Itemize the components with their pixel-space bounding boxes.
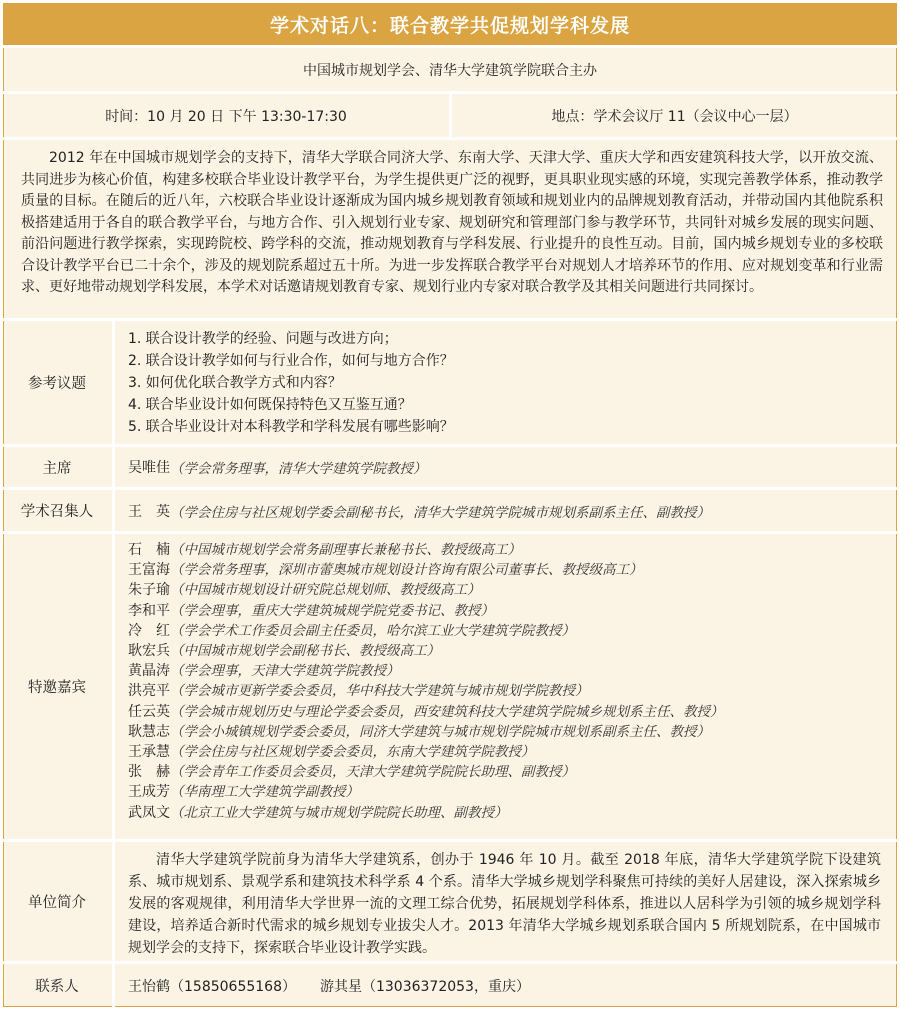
guest-item xyxy=(128,580,893,600)
guest-name: 王富海 xyxy=(128,562,170,579)
guest-item xyxy=(128,803,893,823)
divider xyxy=(3,318,897,321)
chair-name: 吴唯佳 xyxy=(128,460,170,476)
guests-label: 特邀嘉宾 xyxy=(28,680,86,696)
guest-note: （学会城市规划历史与理论学委会委员，西安建筑科技大学建筑学院城乡规划系主任、教授） xyxy=(170,703,724,720)
topic-item: 3. 如何优化联合教学方式和内容？ xyxy=(128,375,342,391)
contact-item: 王怡鹤（15850655168） xyxy=(128,978,296,995)
chair-label: 主席 xyxy=(42,460,72,477)
convener-label: 学术召集人 xyxy=(20,504,94,520)
guest-item xyxy=(128,681,893,701)
contact-label: 联系人 xyxy=(35,979,79,995)
guest-note: （学会常务理事，深圳市蕾奥城市规划设计咨询有限公司董事长、教授级高工） xyxy=(170,562,643,579)
guest-item xyxy=(128,762,893,782)
guest-item xyxy=(128,782,893,802)
unit-paragraph: 清华大学建筑学院前身为清华大学建筑系，创办于 1946 年 10 月。截至 2018 年底，清华大学建筑学院下设建筑系、城市规划系、景观学系和建筑技术科学系 4 个系。清华大学城乡规划学科聚焦可持续的美好人居建设，深入探索城乡发展的客观规律，利用清华大学世界一流的文理工综合优势，拓展规划学科体系，推进以人居科学为引领的城乡规划学科建设，培养适合新时代需求的城乡规划专业拔尖人才。2013 年清华大学城乡规划系联合国内 5 所规划院系，在中国城市规划学会的支持下，探索联合毕业设计教学实践。 xyxy=(128,852,881,956)
guest-item xyxy=(128,702,893,722)
convener-note: （学会住房与社区规划学委会副秘书长，清华大学建筑学院城市规划系副系主任、副教授） xyxy=(170,504,710,521)
convener-name: 王 英 xyxy=(128,503,170,520)
chair-entry xyxy=(115,447,893,487)
guest-note: （学会城市更新学委会委员，华中科技大学建筑与城市规划学院教授） xyxy=(170,683,589,700)
guest-item xyxy=(128,742,893,762)
guest-note: （学会小城镇规划学委会委员，同济大学建筑与城市规划学院城市规划系副系主任、教授） xyxy=(170,723,710,740)
guest-note: （中国城市规划学会常务副理事长兼秘书长、教授级高工） xyxy=(170,542,521,558)
guest-note: （北京工业大学建筑与城市规划学院院长助理、副教授） xyxy=(170,804,508,821)
guest-note: （中国城市规划设计研究院总规划师、教授级高工） xyxy=(170,582,481,599)
guest-item xyxy=(128,661,893,681)
topics-label: 参考议题 xyxy=(28,376,86,392)
guest-name: 耿宏兵 xyxy=(128,643,170,660)
divider xyxy=(3,839,897,842)
topic-item: 4. 联合毕业设计如何既保持特色又互鉴互通？ xyxy=(128,397,412,413)
divider xyxy=(3,531,897,534)
guest-name: 石 楠 xyxy=(128,542,170,558)
contact-list xyxy=(115,964,893,1007)
guests-list xyxy=(115,540,893,823)
guest-name: 耿慧志 xyxy=(128,723,170,740)
guest-item xyxy=(128,560,893,580)
event-time: 时间：10 月 20 日 下午 13:30-17:30 xyxy=(105,108,347,125)
guest-name: 张 赫 xyxy=(128,764,170,781)
topic-item: 1. 联合设计教学的经验、问题与改进方向； xyxy=(128,331,398,347)
guest-item xyxy=(128,621,893,641)
guest-name: 王承慧 xyxy=(128,744,170,761)
guest-note: （中国城市规划学会副秘书长、教授级高工） xyxy=(170,643,440,660)
guest-note: （学会理事，重庆大学建筑城规学院党委书记、教授） xyxy=(170,602,494,619)
guest-note: （学会住房与社区规划学委会委员，东南大学建筑学院教授） xyxy=(170,744,535,761)
guest-name: 冷 红 xyxy=(128,622,170,639)
chair-note: （学会常务理事，清华大学建筑学院教授） xyxy=(170,461,427,477)
guest-item xyxy=(128,722,893,742)
guest-name: 朱子瑜 xyxy=(128,582,170,599)
topics-list xyxy=(115,328,893,438)
convener-entry xyxy=(115,490,893,531)
guest-note: （学会青年工作委员会委员，天津大学建筑学院院长助理、副教授） xyxy=(170,764,575,781)
guest-note: （学会学术工作委员会副主任委员，哈尔滨工业大学建筑学院教授） xyxy=(170,622,575,639)
guest-item xyxy=(128,641,893,661)
guest-item xyxy=(128,540,893,560)
guest-item xyxy=(128,601,893,621)
guest-name: 黄晶涛 xyxy=(128,663,170,680)
guest-name: 王成芳 xyxy=(128,784,170,801)
intro-section xyxy=(3,140,897,318)
contact-item: 游其星（13036372053，重庆） xyxy=(319,978,530,995)
intro-paragraph: 2012 年在中国城市规划学会的支持下，清华大学联合同济大学、东南大学、天津大学、重庆大学和西安建筑科技大学，以开放交流、共同进步为核心价值，构建多校联合毕业设计教学平台，为学生提供更广泛的视野，更具职业现实感的环境，实现完善教学体系，推动教学质量的目标。在随后的近八年，六校联合毕业设计逐渐成为国内城乡规划教育领域和规划业内的品牌规划教育活动，并带动国内其他院系积极搭建适用于各自的联合教学平台，与地方合作、引入规划行业专家、规划研究和管理部门参与教学环节，共同针对城乡发展的现实问题、前沿问题进行教学探索，实现跨院校、跨学科的交流，推动规划教育与学科发展、行业提升的良性互动。目前，国内城乡规划专业的多校联合设计教学平台已二十余个，涉及的规划院系超过五十所。为进一步发挥联合教学平台对规划人才培养环节的作用、应对规划变革和行业需求、更好地带动规划学科发展，本学术对话邀请规划教育专家、规划行业内专家对联合教学及其相关问题进行共同探讨。 xyxy=(21,150,883,295)
topic-item: 5. 联合毕业设计对本科教学和学科发展有哪些影响？ xyxy=(128,419,454,435)
organizer-line: 中国城市规划学会、清华大学建筑学院联合主办 xyxy=(303,62,597,79)
event-location: 地点：学术会议厅 11（会议中心一层） xyxy=(551,108,798,125)
time-location-row xyxy=(3,94,897,137)
unit-label: 单位简介 xyxy=(28,895,86,911)
guest-name: 李和平 xyxy=(128,602,170,619)
page-title: 学术对话八：联合教学共促规划学科发展 xyxy=(3,3,897,45)
guest-note: （华南理工大学建筑学副教授） xyxy=(170,784,359,801)
guest-name: 武凤文 xyxy=(128,804,170,821)
guest-name: 洪亮平 xyxy=(128,683,170,700)
unit-intro xyxy=(115,849,893,959)
guest-name: 任云英 xyxy=(128,703,170,720)
topic-item: 2. 联合设计教学如何与行业合作，如何与地方合作？ xyxy=(128,353,454,369)
guest-note: （学会理事，天津大学建筑学院教授） xyxy=(170,663,400,680)
